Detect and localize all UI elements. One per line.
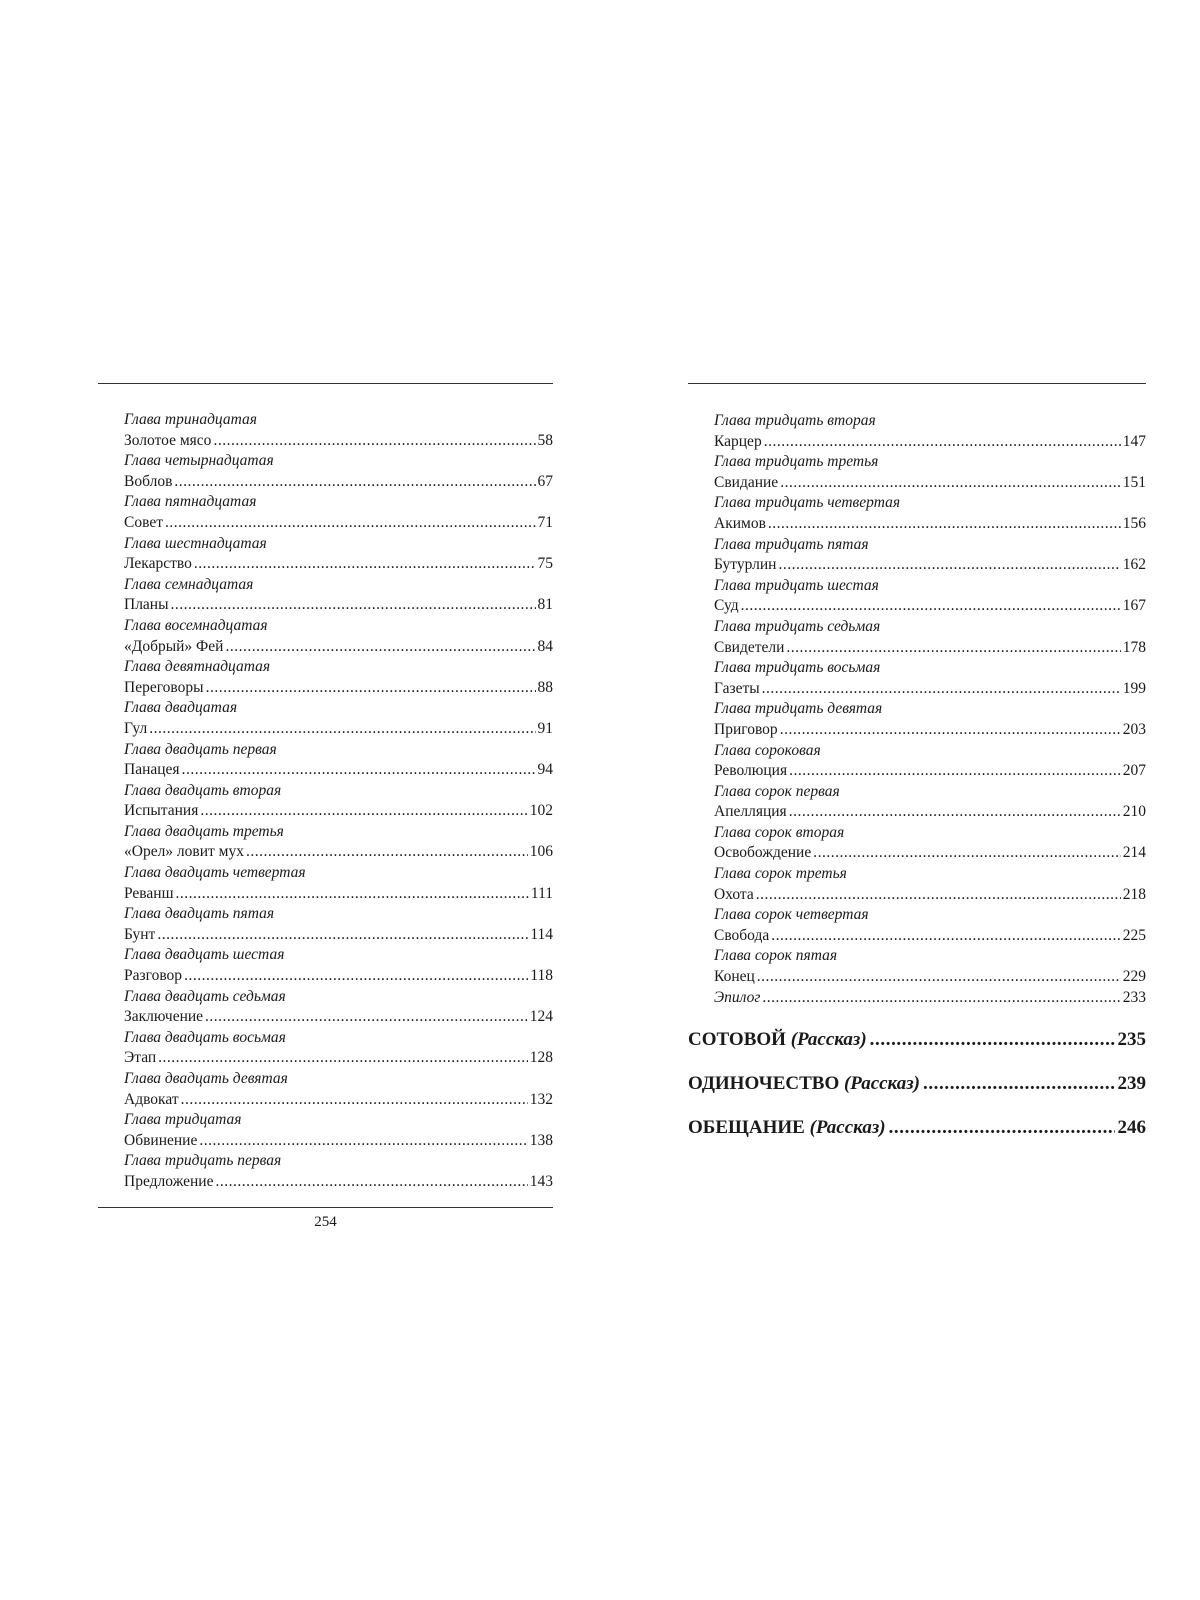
entry-page: 71 (537, 513, 553, 531)
right-toc (688, 411, 1146, 988)
entry-page: 132 (529, 1090, 553, 1108)
entry-page: 111 (530, 884, 553, 902)
chapter-heading: Глава тринадцатая (124, 411, 257, 428)
leader-dots (200, 801, 527, 822)
entry-title: Акимов (714, 514, 766, 532)
leader-dots (182, 760, 536, 781)
entry-title: Освобождение (714, 844, 812, 862)
chapter-heading: Глава двадцать пятая (124, 905, 275, 923)
story-title-group (688, 1116, 886, 1140)
toc-entry (688, 679, 1146, 700)
page-number: 254 (314, 1213, 337, 1230)
toc-entry (98, 966, 553, 987)
entry-title: Эпилог (714, 988, 761, 1006)
entry-title: Конец (714, 968, 755, 986)
chapter-heading: Глава двадцать вторая (124, 781, 282, 799)
entry-page: 218 (1122, 885, 1146, 903)
entry-page: 178 (1122, 638, 1146, 656)
chapter-heading: Глава шестнадцатая (124, 534, 267, 552)
leader-dots (786, 638, 1120, 659)
chapter-heading: Глава семнадцатая (124, 575, 254, 593)
entry-title: Предложение (124, 1172, 214, 1190)
entry-title: Революция (714, 762, 788, 780)
toc-entry (98, 1172, 553, 1193)
toc-entry (98, 678, 553, 699)
chapter-heading: Глава тридцать вторая (714, 412, 876, 429)
entry-title: Золотое мясо (124, 431, 212, 449)
leader-dots (184, 966, 528, 987)
toc-entry (688, 802, 1146, 823)
toc-entry (98, 760, 553, 781)
chapter-heading: Глава сорок третья (714, 865, 847, 883)
toc-entry (98, 513, 553, 534)
entry-page: 138 (529, 1131, 553, 1149)
chapter-heading: Глава тридцать седьмая (714, 617, 881, 635)
chapter-heading: Глава сорок пятая (714, 947, 838, 965)
entry-title: Свидание (714, 473, 779, 491)
entry-page: 203 (1122, 720, 1146, 738)
story-title: ОБЕЩАНИЕ (688, 1117, 805, 1139)
entry-page: 67 (537, 472, 553, 490)
entry-page: 214 (1122, 844, 1146, 862)
story-entry (688, 1028, 1146, 1052)
entry-page: 199 (1122, 679, 1146, 697)
left-toc (98, 410, 553, 1193)
leader-dots (771, 926, 1120, 947)
leader-dots (215, 1172, 527, 1193)
toc-entry (98, 554, 553, 575)
leader-dots (174, 472, 535, 493)
entry-page: 229 (1122, 968, 1146, 986)
toc-entry (98, 1007, 553, 1028)
chapter-heading: Глава сорок первая (714, 782, 840, 800)
toc-entry (98, 1131, 553, 1152)
entry-title: Суд (714, 597, 739, 615)
toc-entry (688, 432, 1146, 453)
leader-dots (762, 679, 1121, 700)
bottom-rule (98, 1207, 553, 1208)
chapter-heading: Глава двадцать третья (124, 822, 284, 840)
leader-dots (213, 431, 535, 452)
leader-dots (157, 925, 528, 946)
entry-page: 147 (1122, 432, 1146, 450)
entry-title: «Орел» ловит мух (124, 843, 244, 861)
chapter-heading: Глава сороковая (714, 741, 821, 759)
entry-page: 114 (530, 925, 553, 943)
toc-entry (98, 431, 553, 452)
chapter-heading: Глава двадцать шестая (124, 946, 285, 964)
story-entry (688, 1072, 1146, 1096)
leader-dots (768, 514, 1121, 535)
leader-dots (789, 802, 1121, 823)
entry-title: Совет (124, 513, 163, 531)
entry-title: Охота (714, 885, 754, 903)
leader-dots (199, 1131, 527, 1152)
entry-title: «Добрый» Фей (124, 637, 224, 655)
story-page: 239 (1117, 1073, 1146, 1095)
entry-title: Переговоры (124, 678, 204, 696)
leader-dots (778, 555, 1120, 576)
leader-dots (756, 885, 1121, 906)
chapter-heading: Глава тридцать четвертая (714, 494, 901, 512)
toc-entry (688, 473, 1146, 494)
entry-title: Разговор (124, 967, 183, 985)
leader-dots (225, 637, 535, 658)
chapter-heading: Глава тридцать восьмая (714, 659, 881, 677)
chapter-heading: Глава пятнадцатая (124, 493, 257, 511)
story-entry (688, 1116, 1146, 1140)
entry-title: Лекарство (124, 555, 192, 573)
top-rule (98, 383, 553, 384)
toc-entry (688, 843, 1146, 864)
entry-page: 233 (1122, 988, 1146, 1006)
chapter-heading: Глава двадцать первая (124, 740, 277, 758)
entry-page: 88 (537, 678, 553, 696)
chapter-heading: Глава тридцать пятая (714, 535, 869, 553)
toc-entry (688, 885, 1146, 906)
chapter-heading: Глава двадцатая (124, 699, 238, 717)
toc-entry (98, 842, 553, 863)
right-page (688, 383, 1146, 1160)
entry-page: 94 (537, 761, 553, 779)
entry-title: Заключение (124, 1008, 204, 1026)
entry-title: Газеты (714, 679, 760, 697)
entry-title: Бутурлин (714, 556, 777, 574)
toc-entry-epilogue (688, 988, 1146, 1009)
toc-entry (98, 719, 553, 740)
entry-title: Панацея (124, 761, 180, 779)
toc-entry (98, 1090, 553, 1111)
chapter-heading: Глава восемнадцатая (124, 616, 268, 634)
leader-dots (246, 842, 528, 863)
leader-dots (165, 513, 536, 534)
toc-entry (98, 925, 553, 946)
leader-dots (206, 678, 536, 699)
story-page: 246 (1117, 1117, 1146, 1139)
chapter-heading: Глава двадцать девятая (124, 1070, 288, 1087)
leader-dots (149, 719, 535, 740)
entry-title: Свидетели (714, 638, 785, 656)
chapter-heading: Глава двадцать четвертая (124, 864, 306, 882)
entry-title: Реванш (124, 884, 174, 902)
toc-entry (688, 596, 1146, 617)
leader-dots (789, 761, 1121, 782)
entry-title: Обвинение (124, 1131, 198, 1149)
entry-page: 167 (1122, 597, 1146, 615)
toc-entry (688, 967, 1146, 988)
entry-page: 75 (537, 555, 553, 573)
entry-title: Испытания (124, 802, 199, 820)
entry-title: Гул (124, 719, 148, 737)
entry-page: 84 (537, 637, 553, 655)
story-title-group (688, 1072, 920, 1096)
leader-dots (176, 884, 529, 905)
entry-title: Планы (124, 596, 169, 614)
chapter-heading: Глава сорок четвертая (714, 906, 869, 924)
entry-title: Бунт (124, 925, 156, 943)
leader-dots (158, 1048, 528, 1069)
story-title: СОТОВОЙ (688, 1029, 786, 1051)
chapter-heading: Глава тридцатая (124, 1111, 242, 1129)
entry-page: 81 (537, 596, 553, 614)
leader-dots (780, 473, 1121, 494)
entry-title: Свобода (714, 926, 770, 944)
story-page: 235 (1117, 1029, 1146, 1051)
entry-title: Апелляция (714, 803, 787, 821)
entry-page: 151 (1122, 473, 1146, 491)
entry-page: 124 (529, 1008, 553, 1026)
toc-entry (688, 638, 1146, 659)
chapter-heading: Глава четырнадцатая (124, 452, 274, 470)
entry-title: Адвокат (124, 1090, 179, 1108)
entry-page: 91 (537, 719, 553, 737)
entry-page: 128 (529, 1049, 553, 1067)
story-subtitle: (Рассказ) (809, 1117, 886, 1139)
toc-entry (688, 926, 1146, 947)
entry-page: 118 (530, 967, 553, 985)
entry-page: 102 (529, 802, 553, 820)
leader-dots (171, 595, 536, 616)
leader-dots (780, 720, 1121, 741)
chapter-heading: Глава девятнадцатая (124, 658, 271, 676)
leader-dots (205, 1007, 528, 1028)
toc-entry (98, 637, 553, 658)
entry-page: 225 (1122, 926, 1146, 944)
entry-page: 156 (1122, 514, 1146, 532)
leader-dots (194, 554, 536, 575)
chapter-heading: Глава тридцать третья (714, 453, 879, 471)
toc-entry (688, 514, 1146, 535)
toc-entry (688, 555, 1146, 576)
leader-dots (889, 1116, 1115, 1140)
chapter-heading: Глава двадцать седьмая (124, 987, 286, 1005)
leader-dots (741, 596, 1121, 617)
top-rule (688, 383, 1146, 384)
leader-dots (762, 988, 1120, 1009)
story-title: ОДИНОЧЕСТВО (688, 1073, 840, 1095)
chapter-heading: Глава тридцать девятая (714, 700, 883, 718)
entry-page: 210 (1122, 803, 1146, 821)
toc-entry (98, 801, 553, 822)
toc-entry (688, 720, 1146, 741)
leader-dots (757, 967, 1121, 988)
chapter-heading: Глава тридцать первая (124, 1152, 282, 1170)
entry-page: 207 (1122, 762, 1146, 780)
leader-dots (923, 1072, 1115, 1096)
entry-page: 58 (537, 431, 553, 449)
entry-title: Приговор (714, 720, 778, 738)
entry-page: 106 (529, 843, 553, 861)
entry-title: Карцер (714, 432, 762, 450)
toc-entry (98, 595, 553, 616)
toc-entry (98, 472, 553, 493)
leader-dots (870, 1028, 1115, 1052)
toc-entry (98, 884, 553, 905)
leader-dots (764, 432, 1121, 453)
entry-page: 143 (529, 1172, 553, 1190)
entry-title: Воблов (124, 472, 173, 490)
chapter-heading: Глава двадцать восьмая (124, 1028, 286, 1046)
entry-title: Этап (124, 1049, 157, 1067)
story-subtitle: (Рассказ) (790, 1029, 867, 1051)
left-page (98, 383, 553, 1231)
story-subtitle: (Рассказ) (843, 1073, 920, 1095)
stories-list (688, 1028, 1146, 1140)
chapter-heading: Глава сорок вторая (714, 823, 845, 841)
toc-entry (98, 1048, 553, 1069)
entry-page: 162 (1122, 556, 1146, 574)
toc-entry (688, 761, 1146, 782)
chapter-heading: Глава тридцать шестая (714, 576, 879, 594)
leader-dots (813, 843, 1121, 864)
story-title-group (688, 1028, 867, 1052)
leader-dots (181, 1090, 528, 1111)
